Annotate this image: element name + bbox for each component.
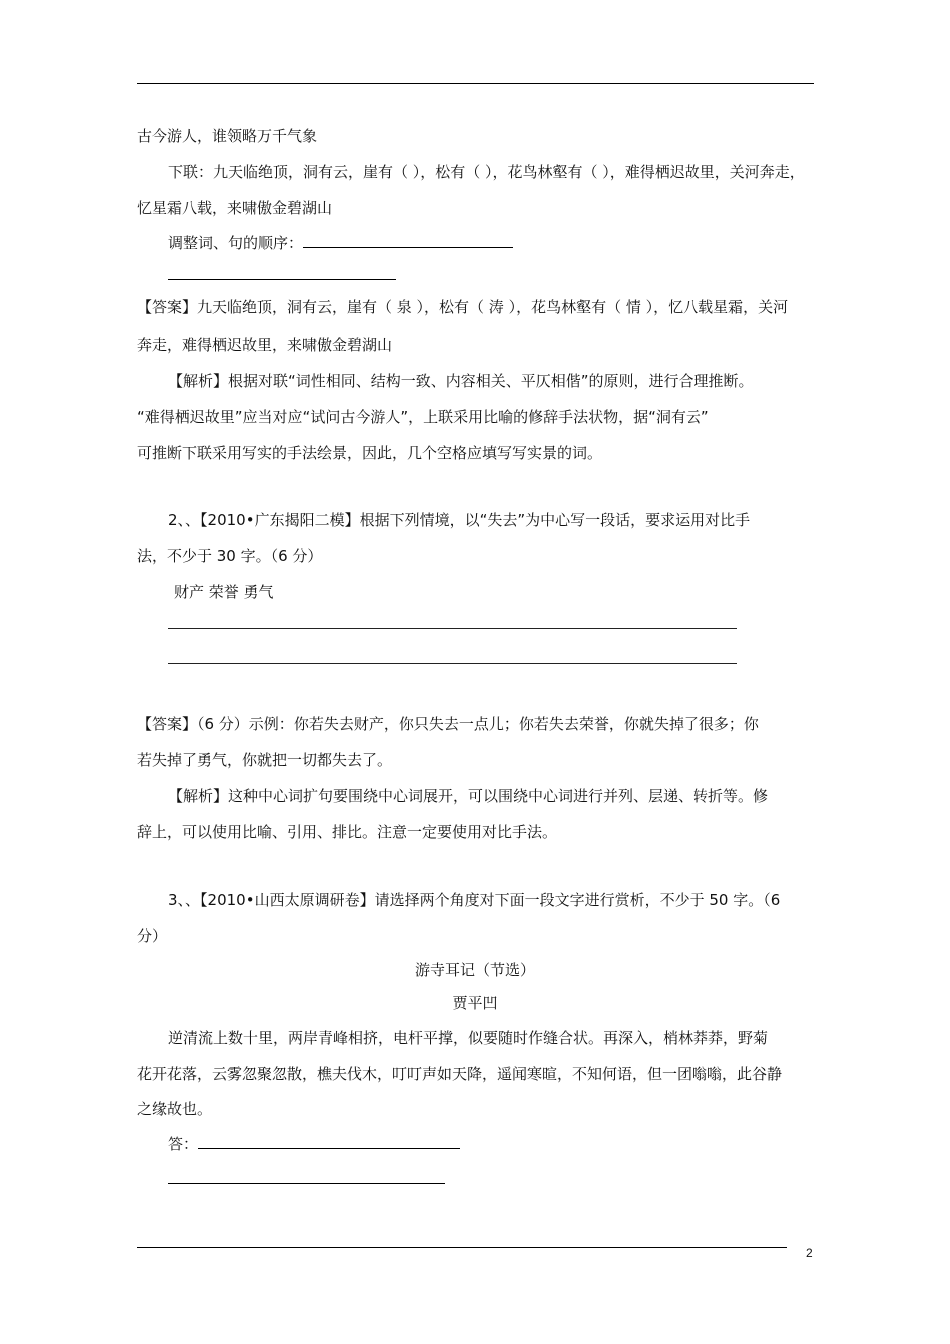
reorder-prompt bbox=[168, 233, 513, 253]
analysis-1-line-2: “难得栖迟故里”应当对应“试问古今游人”，上联采用比喻的修辞手法状物，据“洞有云” bbox=[137, 408, 709, 426]
answer-3-prompt bbox=[168, 1134, 460, 1154]
answer-1-line-2: 奔走，难得栖迟故里，来啸傲金碧湖山 bbox=[137, 336, 393, 354]
answer-blank-line[interactable] bbox=[168, 1183, 445, 1184]
reorder-label: 调整词、句的顺序： bbox=[168, 234, 304, 252]
answer-2-line-2: 若失掉了勇气，你就把一切都失去了。 bbox=[137, 751, 393, 769]
answer-3-label: 答： bbox=[168, 1135, 199, 1153]
answer-2-line-1: 【答案】（6 分）示例：你若失去财产，你只失去一点儿；你若失去荣誉，你就失掉了很多；你 bbox=[137, 715, 759, 733]
question-2-line-2: 法，不少于 30 字。（6 分） bbox=[137, 547, 323, 565]
analysis-1-line-3: 可推断下联采用写实的手法绘景，因此，几个空格应填写写实景的词。 bbox=[137, 444, 603, 462]
answer-blank[interactable] bbox=[303, 233, 513, 248]
writing-line[interactable] bbox=[168, 663, 737, 664]
question-2-line-1: 2、、【2010•广东揭阳二模】根据下列情境，以“失去”为中心写一段话，要求运用对比手 bbox=[168, 511, 751, 529]
question-2-keywords: 财产 荣誉 勇气 bbox=[174, 583, 274, 601]
couplet-upper-tail: 古今游人，谁领略万千气象 bbox=[137, 127, 318, 145]
writing-line[interactable] bbox=[168, 628, 737, 629]
passage-line-2: 花开花落，云雾忽聚忽散，樵夫伐木，叮叮声如天降，遥闻寒暄，不知何语，但一团嗡嗡，此谷静 bbox=[137, 1065, 783, 1083]
answer-blank-line[interactable] bbox=[168, 279, 396, 280]
analysis-1-line-1: 【解析】根据对联“词性相同、结构一致、内容相关、平仄相偕”的原则，进行合理推断。 bbox=[168, 372, 754, 390]
passage-title: 游寺耳记（节选） bbox=[414, 961, 535, 979]
passage-author: 贾平凹 bbox=[452, 994, 498, 1012]
question-3-line-1: 3、、【2010•山西太原调研卷】请选择两个角度对下面一段文字进行赏析，不少于 50 字。（6 bbox=[168, 891, 781, 909]
analysis-2-line-1: 【解析】这种中心词扩句要围绕中心词展开，可以围绕中心词进行并列、层递、转折等。修 bbox=[168, 787, 769, 805]
passage-line-3: 之缘故也。 bbox=[137, 1100, 213, 1118]
header-rule bbox=[137, 83, 814, 84]
analysis-2-line-2: 辞上，可以使用比喻、引用、排比。注意一定要使用对比手法。 bbox=[137, 823, 558, 841]
passage-line-1: 逆清流上数十里，两岸青峰相挤，电杆平撑，似要随时作缝合状。再深入，梢林莽莽，野菊 bbox=[168, 1029, 769, 1047]
answer-1-line-1: 【答案】九天临绝顶，洞有云，崖有（ 泉 ），松有（ 涛 ），花鸟林壑有（ 情 ），忆八载星霜，关河 bbox=[137, 298, 789, 316]
page-number: 2 bbox=[806, 1246, 813, 1260]
couplet-lower-line: 下联：九天临绝顶，洞有云，崖有（ ），松有（ ），花鸟林壑有（ ），难得栖迟故里，关河奔走， bbox=[168, 163, 805, 181]
footer-rule bbox=[137, 1247, 787, 1248]
couplet-lower-tail: 忆星霜八载，来啸傲金碧湖山 bbox=[137, 199, 333, 217]
answer-blank[interactable] bbox=[198, 1134, 460, 1149]
question-3-line-2: 分） bbox=[137, 927, 168, 945]
